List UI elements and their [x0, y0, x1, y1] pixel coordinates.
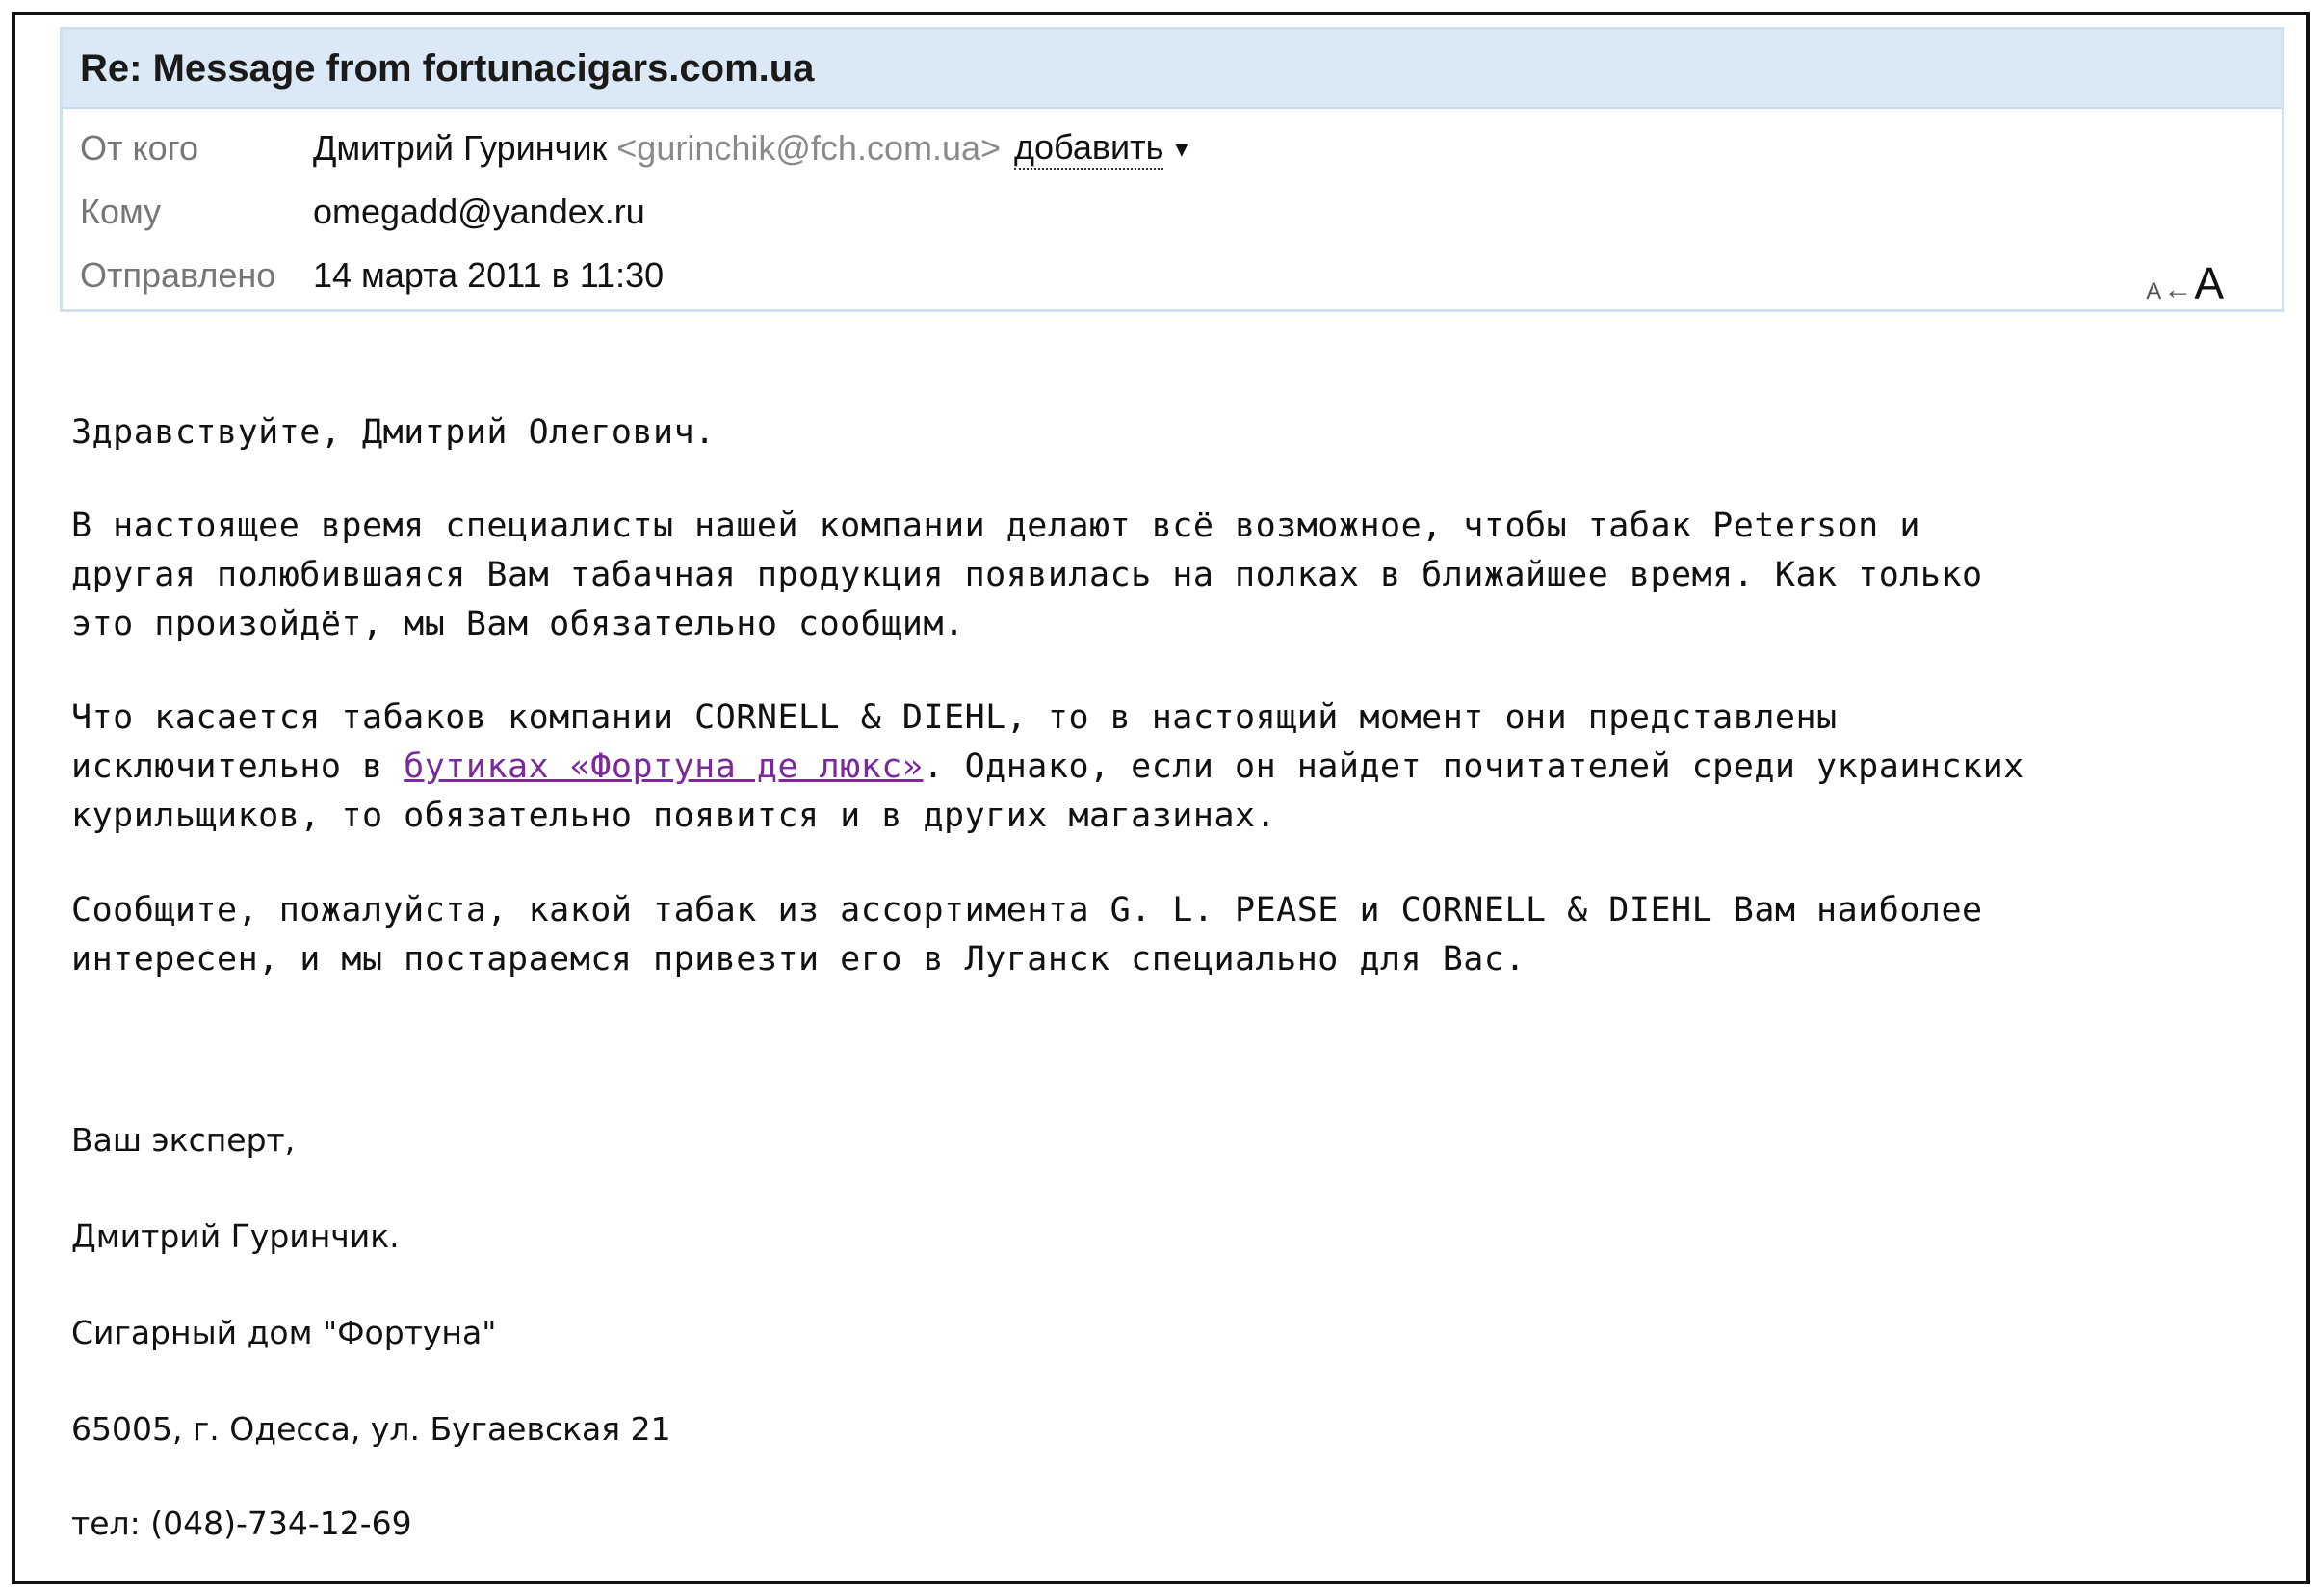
- email-subject: Re: Message from fortunacigars.com.ua: [80, 46, 815, 90]
- font-small-icon: A: [2146, 278, 2162, 304]
- paragraph-3-line-1: Сообщите, пожалуйста, какой табак из ассортимента G. L. PEASE и CORNELL & DIEHL Вам наиболее: [71, 891, 1983, 929]
- signature-address: 65005, г. Одесса, ул. Бугаевская 21: [71, 1410, 671, 1448]
- sent-date: 14 марта 2011 в 11:30: [313, 255, 665, 295]
- arrow-left-icon: ←: [2163, 274, 2193, 305]
- signature-name: Дмитрий Гуринчик.: [71, 1217, 400, 1255]
- sender-name[interactable]: Дмитрий Гуринчик: [313, 128, 608, 168]
- add-contact-link[interactable]: добавить: [1014, 127, 1163, 170]
- signature-company: Сигарный дом "Фортуна": [71, 1314, 497, 1351]
- paragraph-1-line-1: В настоящее время специалисты нашей компании делают всё возможное, чтобы табак Peterson и: [71, 507, 1920, 545]
- paragraph-3-line-2: интересен, и мы постараемся привезти его в Луганск специально для Вас.: [71, 940, 1527, 979]
- greeting: Здравствуйте, Дмитрий Олегович.: [71, 413, 716, 452]
- from-label: От кого: [80, 128, 199, 168]
- paragraph-2-line-2-post: . Однако, если он найдет почитателей среди украинских: [923, 747, 2024, 786]
- paragraph-1-line-3: это произойдёт, мы Вам обязательно сообщим.: [71, 605, 965, 643]
- sent-label: Отправлено: [80, 255, 276, 295]
- to-label: Кому: [80, 192, 162, 231]
- paragraph-2-line-3: курильщиков, то обязательно появится и в других магазинах.: [71, 797, 1277, 835]
- paragraph-2: [71, 693, 2286, 841]
- paragraph-3: [71, 886, 2286, 984]
- chevron-down-icon[interactable]: ▾: [1175, 133, 1188, 163]
- from-row: [80, 124, 1188, 172]
- font-size-toggle[interactable]: [2146, 257, 2224, 309]
- paragraph-1-line-2: другая полюбившаяся Вам табачная продукция появилась на полках в ближайшее время. Как только: [71, 556, 1983, 594]
- subject-bar: [63, 30, 2282, 109]
- boutiques-link[interactable]: бутиках «Фортуна де люкс»: [404, 747, 924, 786]
- signature-closing: Ваш эксперт,: [71, 1121, 296, 1159]
- signature-phone: тел: (048)-734-12-69: [71, 1504, 412, 1542]
- sent-row: [80, 251, 664, 300]
- recipient-email[interactable]: omegadd@yandex.ru: [313, 192, 645, 231]
- email-frame: [12, 12, 2310, 1584]
- paragraph-2-line-2-pre: исключительно в: [71, 747, 405, 786]
- to-row: [80, 188, 645, 236]
- paragraph-2-line-1: Что касается табаков компании CORNELL & DIEHL, то в настоящий момент они представлены: [71, 698, 1838, 737]
- sender-email[interactable]: <gurinchik@fch.com.ua>: [616, 128, 1002, 168]
- paragraph-1: [71, 502, 2286, 649]
- email-header: [60, 27, 2284, 312]
- font-large-icon: A: [2194, 258, 2224, 308]
